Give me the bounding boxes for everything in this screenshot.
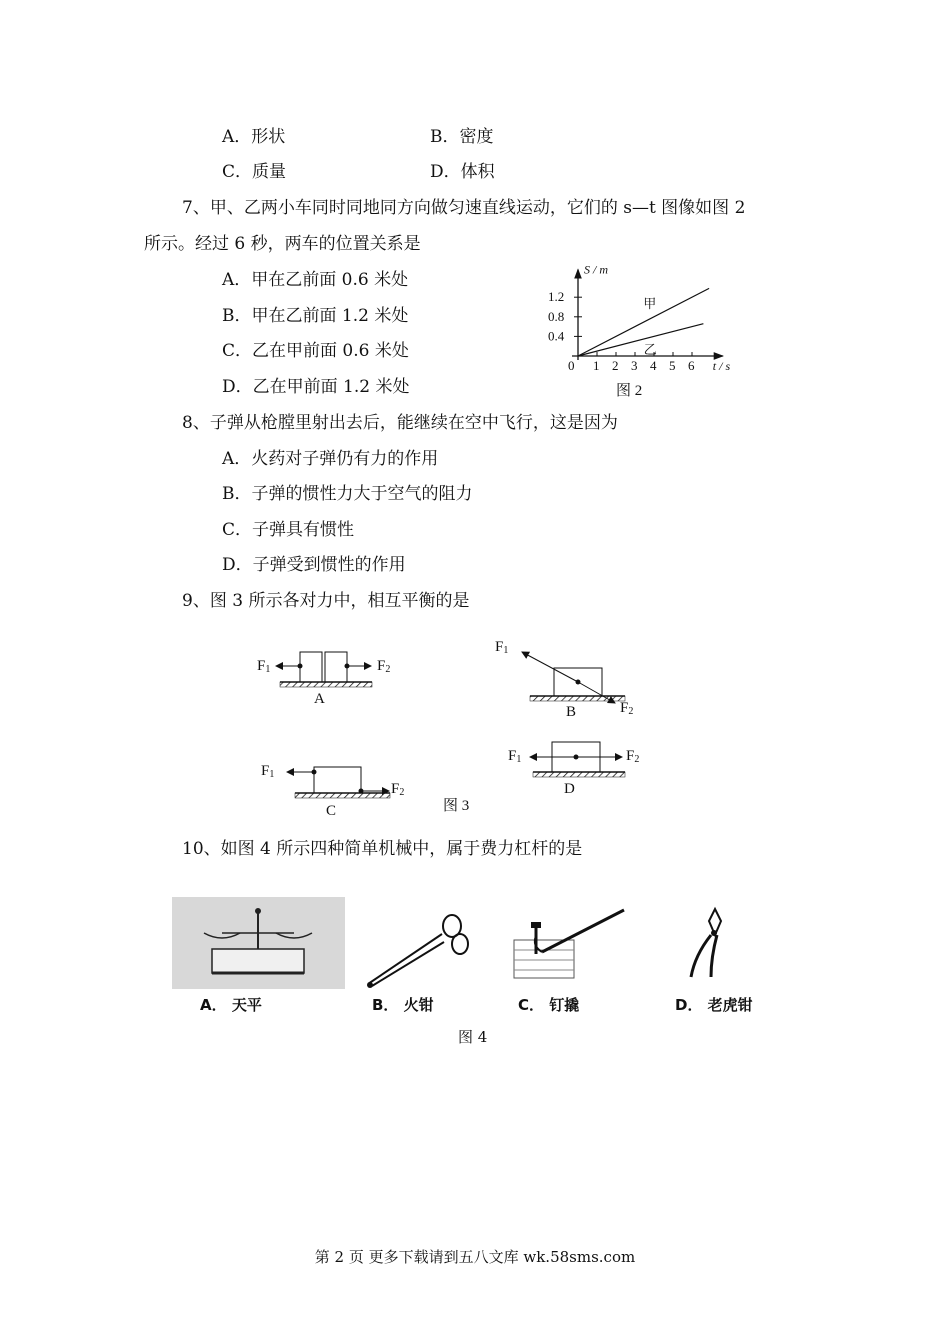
q6-option-a: A．形状 [222, 127, 286, 147]
balance-scale-image [172, 897, 345, 989]
force-panel-b [495, 639, 633, 720]
series-line-2 [578, 324, 703, 356]
q7-option-a: A．甲在乙前面 0.6 米处 [222, 270, 409, 290]
x-tick-label: 4 [650, 358, 657, 373]
y-tick-label: 0.8 [548, 308, 565, 324]
x-tick-label: 1 [593, 358, 600, 373]
nail-puller-image [512, 908, 627, 983]
tool-label-a: A． 天平 [200, 996, 262, 1014]
page-footer: 第 2 页 更多下载请到五八文库 wk.58sms.com [314, 1248, 636, 1266]
q7-stem-line1: 7、甲、乙两小车同时同地同方向做匀速直线运动，它们的 s—t 图像如图 2 [182, 198, 746, 218]
svg-text:F1: F1 [495, 639, 509, 656]
svg-text:F1: F1 [261, 763, 275, 780]
series-label-2: 乙 [643, 341, 657, 357]
x-axis-label: t / s [712, 359, 731, 373]
panel-label-d: D [564, 781, 575, 797]
series-label-1: 甲 [643, 296, 657, 312]
q6-option-b: B．密度 [430, 127, 494, 147]
q8-option-c: C．子弹具有惯性 [222, 520, 355, 540]
panel-label-b: B [566, 704, 577, 720]
force-panel-c [261, 763, 404, 819]
x-tick-label: 2 [612, 358, 619, 373]
y-tick-label: 1.2 [548, 289, 565, 305]
x-tick-label: 0 [568, 358, 575, 373]
q9-stem: 9、图 3 所示各对力中，相互平衡的是 [182, 591, 470, 611]
svg-text:F2: F2 [391, 781, 405, 798]
svg-text:F1: F1 [508, 748, 522, 765]
q7-option-c: C．乙在甲前面 0.6 米处 [222, 341, 409, 361]
q7-stem-line2: 所示。经过 6 秒，两车的位置关系是 [144, 234, 421, 254]
q7-option-d: D．乙在甲前面 1.2 米处 [222, 377, 410, 397]
x-tick-label: 3 [631, 358, 638, 373]
tool-label-c: C． 钉撬 [518, 996, 580, 1014]
force-diagrams [250, 630, 710, 830]
tool-label-d: D． 老虎钳 [675, 996, 753, 1014]
q6-option-d: D．体积 [430, 162, 495, 182]
figure-2-caption: 图 2 [616, 383, 643, 399]
x-tick-label: 6 [688, 358, 695, 373]
panel-label-a: A [314, 691, 325, 707]
q10-stem: 10、如图 4 所示四种简单机械中，属于费力杠杆的是 [182, 839, 583, 859]
tool-label-b: B． 火钳 [372, 996, 434, 1014]
panel-label-c: C [326, 803, 337, 819]
force-panel-a [257, 652, 390, 707]
svg-text:F1: F1 [257, 658, 271, 675]
force-panel-d [508, 742, 639, 797]
y-axis-label: S / m [584, 262, 608, 277]
svg-text:F2: F2 [377, 658, 391, 675]
fire-tongs-image [362, 912, 477, 992]
q6-option-c: C．质量 [222, 162, 287, 182]
figure-4-caption: 图 4 [458, 1028, 488, 1046]
pliers-image [685, 907, 735, 982]
q7-option-b: B．甲在乙前面 1.2 米处 [222, 306, 409, 326]
q8-option-b: B．子弹的惯性力大于空气的阻力 [222, 484, 473, 504]
q8-stem: 8、子弹从枪膛里射出去后，能继续在空中飞行，这是因为 [182, 413, 618, 433]
st-chart [540, 262, 740, 402]
y-tick-label: 0.4 [548, 328, 565, 344]
svg-text:F2: F2 [626, 748, 640, 765]
q8-option-a: A．火药对子弹仍有力的作用 [222, 449, 439, 469]
figure-3-caption: 图 3 [443, 798, 470, 814]
svg-text:F2: F2 [620, 700, 634, 717]
x-tick-label: 5 [669, 358, 676, 373]
q8-option-d: D．子弹受到惯性的作用 [222, 555, 406, 575]
